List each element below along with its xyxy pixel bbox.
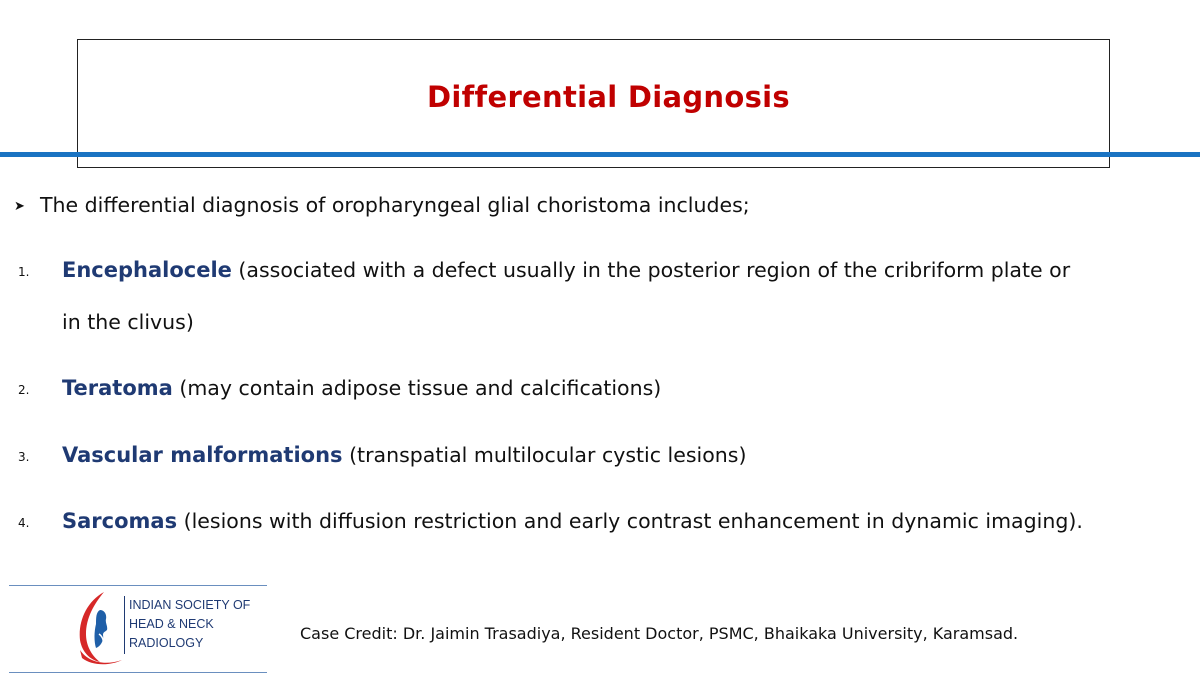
list-item [18,509,1083,533]
logo-divider-bottom [9,672,267,673]
item-description: (transpatial multilocular cystic lesions) [342,443,747,467]
intro-line [14,193,750,217]
slide-title: Differential Diagnosis [427,80,790,114]
item-term: Encephalocele [62,258,232,282]
ishnr-logo-icon [74,588,126,668]
list-item [18,376,661,400]
item-term: Sarcomas [62,509,178,533]
logo-separator [124,596,125,654]
intro-text: The differential diagnosis of oropharyngeal glial choristoma includes; [40,193,750,217]
logo-line: INDIAN SOCIETY OF [129,598,251,612]
case-credit: Case Credit: Dr. Jaimin Trasadiya, Resident Doctor, PSMC, Bhaikaka University, Karamsad. [300,624,1019,643]
item-number: 3. [18,450,30,464]
item-description: (lesions with diffusion restriction and early contrast enhancement in dynamic imaging). [177,509,1083,533]
title-rule [0,152,1200,157]
logo-line: HEAD & NECK [129,617,214,631]
logo-divider-top [9,585,267,586]
item-number: 1. [18,265,30,279]
item-description: (associated with a defect usually in the posterior region of the cribriform plate or [231,258,1071,282]
item-term: Vascular malformations [62,443,343,467]
item-continuation: in the clivus) [62,310,194,334]
logo-line: RADIOLOGY [129,636,204,650]
logo-text [129,596,250,653]
item-term: Teratoma [62,376,173,400]
item-number: 2. [18,383,30,397]
arrowhead-bullet-icon: ➤ [14,199,25,214]
list-item [18,443,746,467]
list-item [18,258,1070,282]
item-number: 4. [18,516,30,530]
item-description: (may contain adipose tissue and calcifications) [172,376,662,400]
